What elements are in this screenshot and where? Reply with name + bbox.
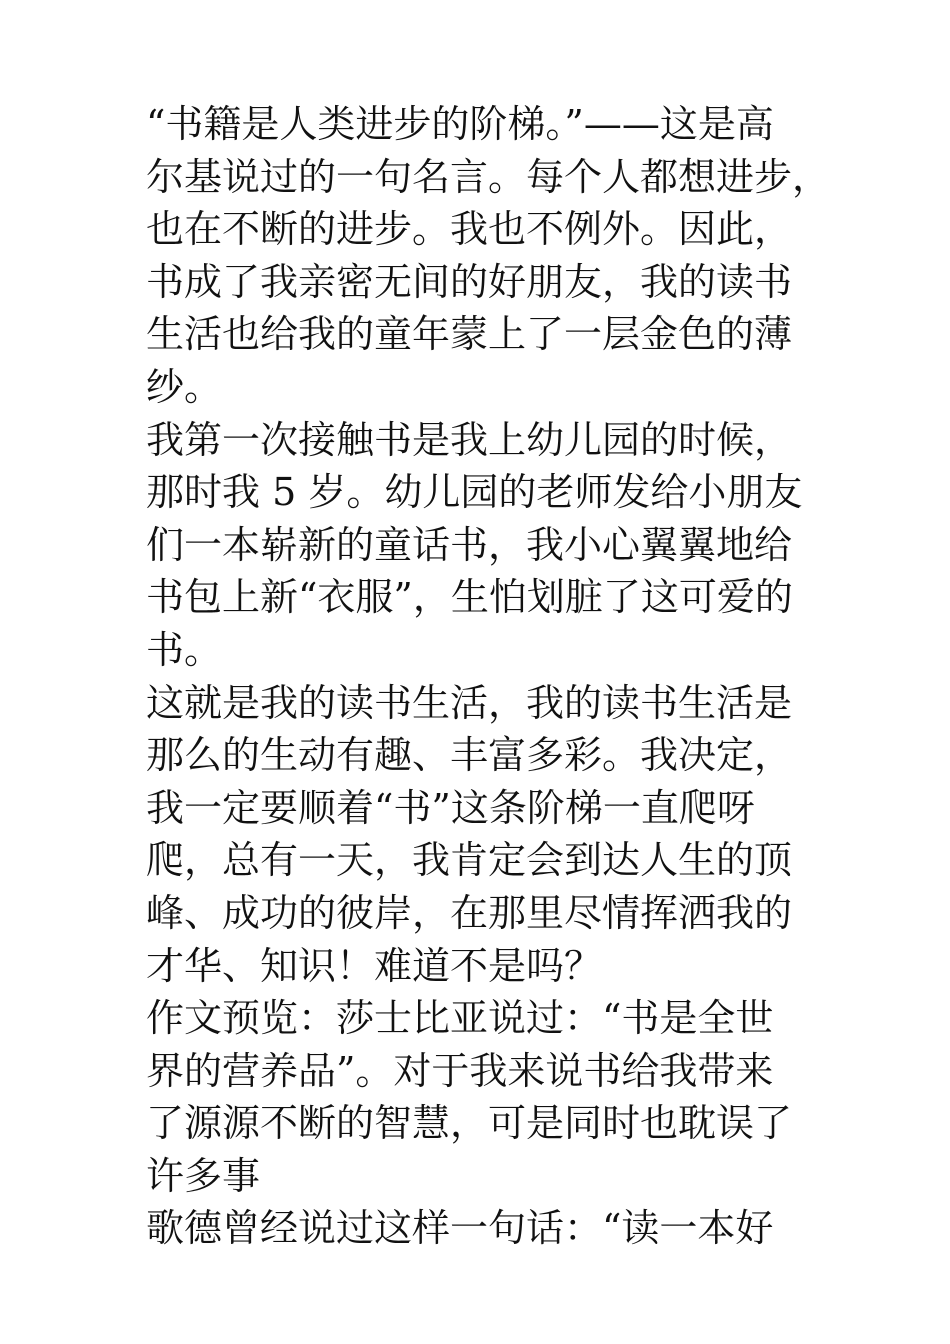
- text-line: 峰、成功的彼岸，在那里尽情挥洒我的: [146, 890, 793, 935]
- text-line: 生活也给我的童年蒙上了一层金色的薄: [146, 312, 793, 357]
- text-line: 纱。: [146, 364, 223, 409]
- text-line: 了源源不断的智慧，可是同时也耽误了: [146, 1101, 793, 1146]
- text-line: 也在不断的进步。我也不例外。因此，: [146, 207, 793, 252]
- text-line: 那时我 5 岁。幼儿园的老师发给小朋友: [146, 470, 803, 515]
- text-line: “书籍是人类进步的阶梯。”——这是高: [146, 102, 774, 146]
- text-line: 我第一次接触书是我上幼儿园的时候，: [146, 417, 793, 462]
- text-line: 书成了我亲密无间的好朋友，我的读书: [146, 259, 793, 304]
- text-line: 作文预览：莎士比亚说过：“书是全世: [146, 996, 774, 1041]
- text-line: 界的营养品”。对于我来说书给我带来: [146, 1048, 774, 1093]
- text-line: 们一本崭新的童话书，我小心翼翼地给: [146, 522, 793, 567]
- text-line: 书。: [146, 627, 223, 672]
- text-line: 许多事: [146, 1153, 261, 1198]
- text-line: 那么的生动有趣、丰富多彩。我决定，: [146, 733, 793, 778]
- text-line: 歌德曾经说过这样一句话：“读一本好: [146, 1206, 774, 1251]
- text-line: 才华、知识！难道不是吗？: [146, 943, 603, 988]
- text-line: 书包上新“衣服”，生怕划脏了这可爱的: [146, 575, 793, 620]
- essay-text: [146, 98, 831, 1255]
- text-line: 爬，总有一天，我肯定会到达人生的顶: [146, 838, 793, 883]
- text-line: 我一定要顺着“书”这条阶梯一直爬呀: [146, 785, 755, 830]
- text-line: 这就是我的读书生活，我的读书生活是: [146, 680, 793, 725]
- text-line: 尔基说过的一句名言。每个人都想进步，: [146, 154, 831, 199]
